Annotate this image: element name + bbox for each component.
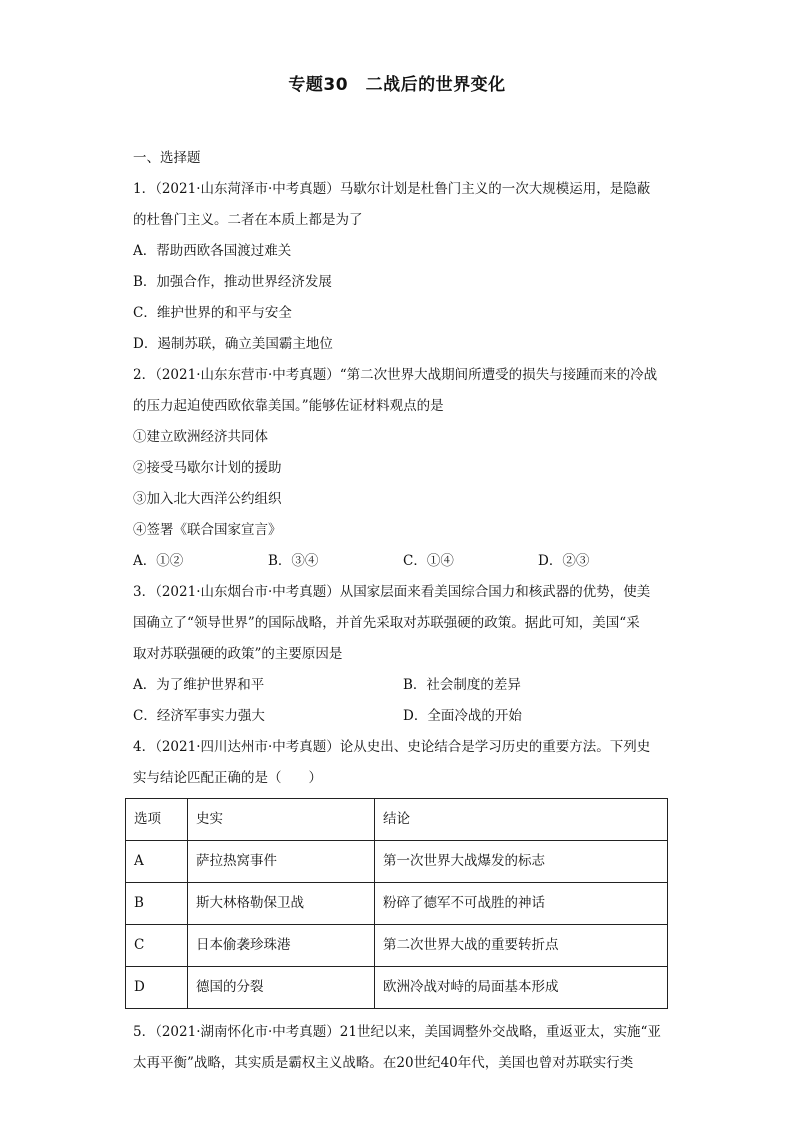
table-header-row: [126, 799, 668, 841]
option-d: D．②③: [538, 553, 590, 569]
question-content: [133, 143, 673, 1079]
option-b: B．③④: [268, 553, 319, 569]
table-row: [126, 841, 668, 883]
option-c: C．经济军事实力强大: [133, 708, 265, 724]
options-row: [133, 670, 673, 701]
question-2: [133, 360, 673, 577]
option-d: D．遏制苏联，确立美国霸主地位: [133, 336, 333, 352]
table-cell: B: [126, 883, 188, 925]
table-row: [126, 967, 668, 1009]
question-stem-line: 国确立了“领导世界”的国际战略，并首先采取对苏联强硬的政策。据此可知，美国“采: [133, 615, 640, 631]
question-stem-line: 取对苏联强硬的政策”的主要原因是: [133, 646, 343, 662]
option-c: C．维护世界的和平与安全: [133, 305, 292, 321]
statement-item-2: ②接受马歇尔计划的援助: [133, 460, 282, 476]
question-5: [133, 1017, 673, 1079]
options-row: [133, 701, 673, 732]
question-stem-line: 太再平衡”战略，其实质是霸权主义战略。在20世纪40年代，美国也曾对苏联实行类: [133, 1055, 634, 1071]
option-b: B．社会制度的差异: [403, 677, 521, 693]
question-stem-line: 的压力起迫使西欧依靠美国。”能够佐证材料观点的是: [133, 398, 444, 414]
page-title: 专题30 二战后的世界变化: [288, 75, 506, 95]
history-table: [125, 798, 668, 1009]
option-a: A．①②: [133, 553, 184, 569]
table-cell: 粉碎了德军不可战胜的神话: [375, 883, 668, 925]
table-row: [126, 925, 668, 967]
question-stem-line: 2．（2021·山东东营市·中考真题）“第二次世界大战期间所遭受的损失与接踵而来的冷战: [133, 367, 658, 383]
question-3: [133, 577, 673, 732]
table-row: [126, 883, 668, 925]
option-a: A．帮助西欧各国渡过难关: [133, 243, 292, 259]
section-heading: 一、选择题: [133, 150, 201, 166]
question-stem-line: 实与结论匹配正确的是（ ）: [133, 770, 322, 786]
options-row: [133, 546, 673, 577]
question-stem-line: 5．（2021·湖南怀化市·中考真题）21世纪以来，美国调整外交战略，重返亚太，实施“亚: [133, 1024, 661, 1040]
option-a: A．为了维护世界和平: [133, 677, 265, 693]
question-stem-line: 1．（2021·山东菏泽市·中考真题）马歇尔计划是杜鲁门主义的一次大规模运用，是隐蔽: [133, 181, 651, 197]
column-header: 选项: [126, 799, 188, 841]
table-cell: C: [126, 925, 188, 967]
question-stem-line: 4．（2021·四川达州市·中考真题）论从史出、史论结合是学习历史的重要方法。下列史: [133, 739, 651, 755]
column-header: 史实: [188, 799, 375, 841]
statement-item-1: ①建立欧洲经济共同体: [133, 429, 268, 445]
option-d: D．全面冷战的开始: [403, 708, 522, 724]
table-cell: 斯大林格勒保卫战: [188, 883, 375, 925]
statement-item-4: ④签署《联合国家宣言》: [133, 522, 282, 538]
table-cell: D: [126, 967, 188, 1009]
question-stem-line: 3．（2021·山东烟台市·中考真题）从国家层面来看美国综合国力和核武器的优势，使美: [133, 584, 651, 600]
column-header: 结论: [375, 799, 668, 841]
table-cell: 欧洲冷战对峙的局面基本形成: [375, 967, 668, 1009]
table-cell: 第二次世界大战的重要转折点: [375, 925, 668, 967]
option-c: C．①④: [403, 553, 454, 569]
question-1: [133, 174, 673, 360]
table-cell: 德国的分裂: [188, 967, 375, 1009]
question-stem-line: 的杜鲁门主义。二者在本质上都是为了: [133, 212, 363, 228]
option-b: B．加强合作，推动世界经济发展: [133, 274, 332, 290]
question-4: [133, 732, 673, 1009]
statement-item-3: ③加入北大西洋公约组织: [133, 491, 282, 507]
table-cell: 日本偷袭珍珠港: [188, 925, 375, 967]
table-cell: 萨拉热窝事件: [188, 841, 375, 883]
table-cell: A: [126, 841, 188, 883]
table-cell: 第一次世界大战爆发的标志: [375, 841, 668, 883]
